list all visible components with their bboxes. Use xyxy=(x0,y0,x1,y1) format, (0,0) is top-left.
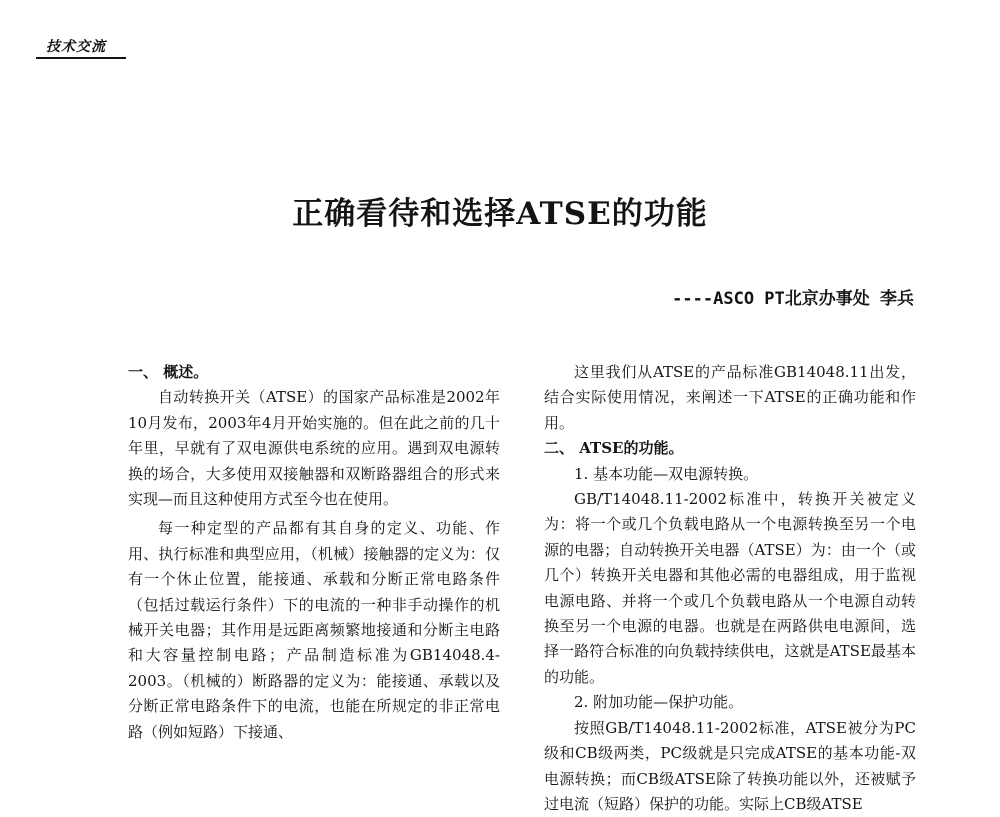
paragraph: 自动转换开关（ATSE）的国家产品标准是2002年10月发布，2003年4月开始实施的。但在此之前的几十年里，早就有了双电源供电系统的应用。遇到双电源转换的场合，大多使用双接触器和双断路器组合的形式来实现—而且这种使用方式至今也在使用。 xyxy=(128,388,500,509)
paragraph: 每一种定型的产品都有其自身的定义、功能、作用、执行标准和典型应用，（机械）接触器的定义为：仅有一个休止位置，能接通、承载和分断正常电路条件（包括过载运行条件）下的电流的一种非手动操作的机械开关电器；其作用是远距离频繁地接通和分断主电路和大容量控制电路；产品制造标准为GB14048.4-2003。（机械的）断路器的定义为：能接通、承载以及分断正常电路条件下的电流，也能在所规定的非正常电路（例如短路）下接通、 xyxy=(128,519,500,741)
section-heading-overview: 一、 概述。 xyxy=(128,363,209,381)
left-column xyxy=(128,360,500,745)
paragraph: 这里我们从ATSE的产品标准GB14048.11出发，结合实际使用情况，来阐述一下ATSE的正确功能和作用。 xyxy=(544,363,916,432)
subheading-additional-function: 2. 附加功能—保护功能。 xyxy=(574,693,744,712)
section-tag: 技术交流 xyxy=(36,36,126,59)
section-heading-functions: 二、 ATSE的功能。 xyxy=(544,439,684,458)
article-title: 正确看待和选择ATSE的功能 xyxy=(292,196,708,232)
subheading-basic-function: 1. 基本功能—双电源转换。 xyxy=(574,464,759,483)
paragraph: GB/T14048.11-2002标准中，转换开关被定义为：将一个或几个负载电路从一个电源转换至另一个电源的电器；自动转换开关电器（ATSE）为：由一个（或几个）转换开关电器和其他必需的电器组成，用于监视电源电路、并将一个或几个负载电路从一个电源自动转换至另一个电源的电器。也就是在两路供电电源间，选择一路符合标准的向负载持续供电，这就是ATSE最基本的功能。 xyxy=(544,490,916,686)
author-byline: ----ASCO PT北京办事处 李兵 xyxy=(672,289,914,309)
right-column xyxy=(544,360,916,817)
paragraph: 按照GB/T14048.11-2002标准，ATSE被分为PC级和CB级两类，PC级就是只完成ATSE的基本功能-双电源转换；而CB级ATSE除了转换功能以外，还被赋予过电流（短路）保护的功能。实际上CB级ATSE xyxy=(544,718,916,813)
